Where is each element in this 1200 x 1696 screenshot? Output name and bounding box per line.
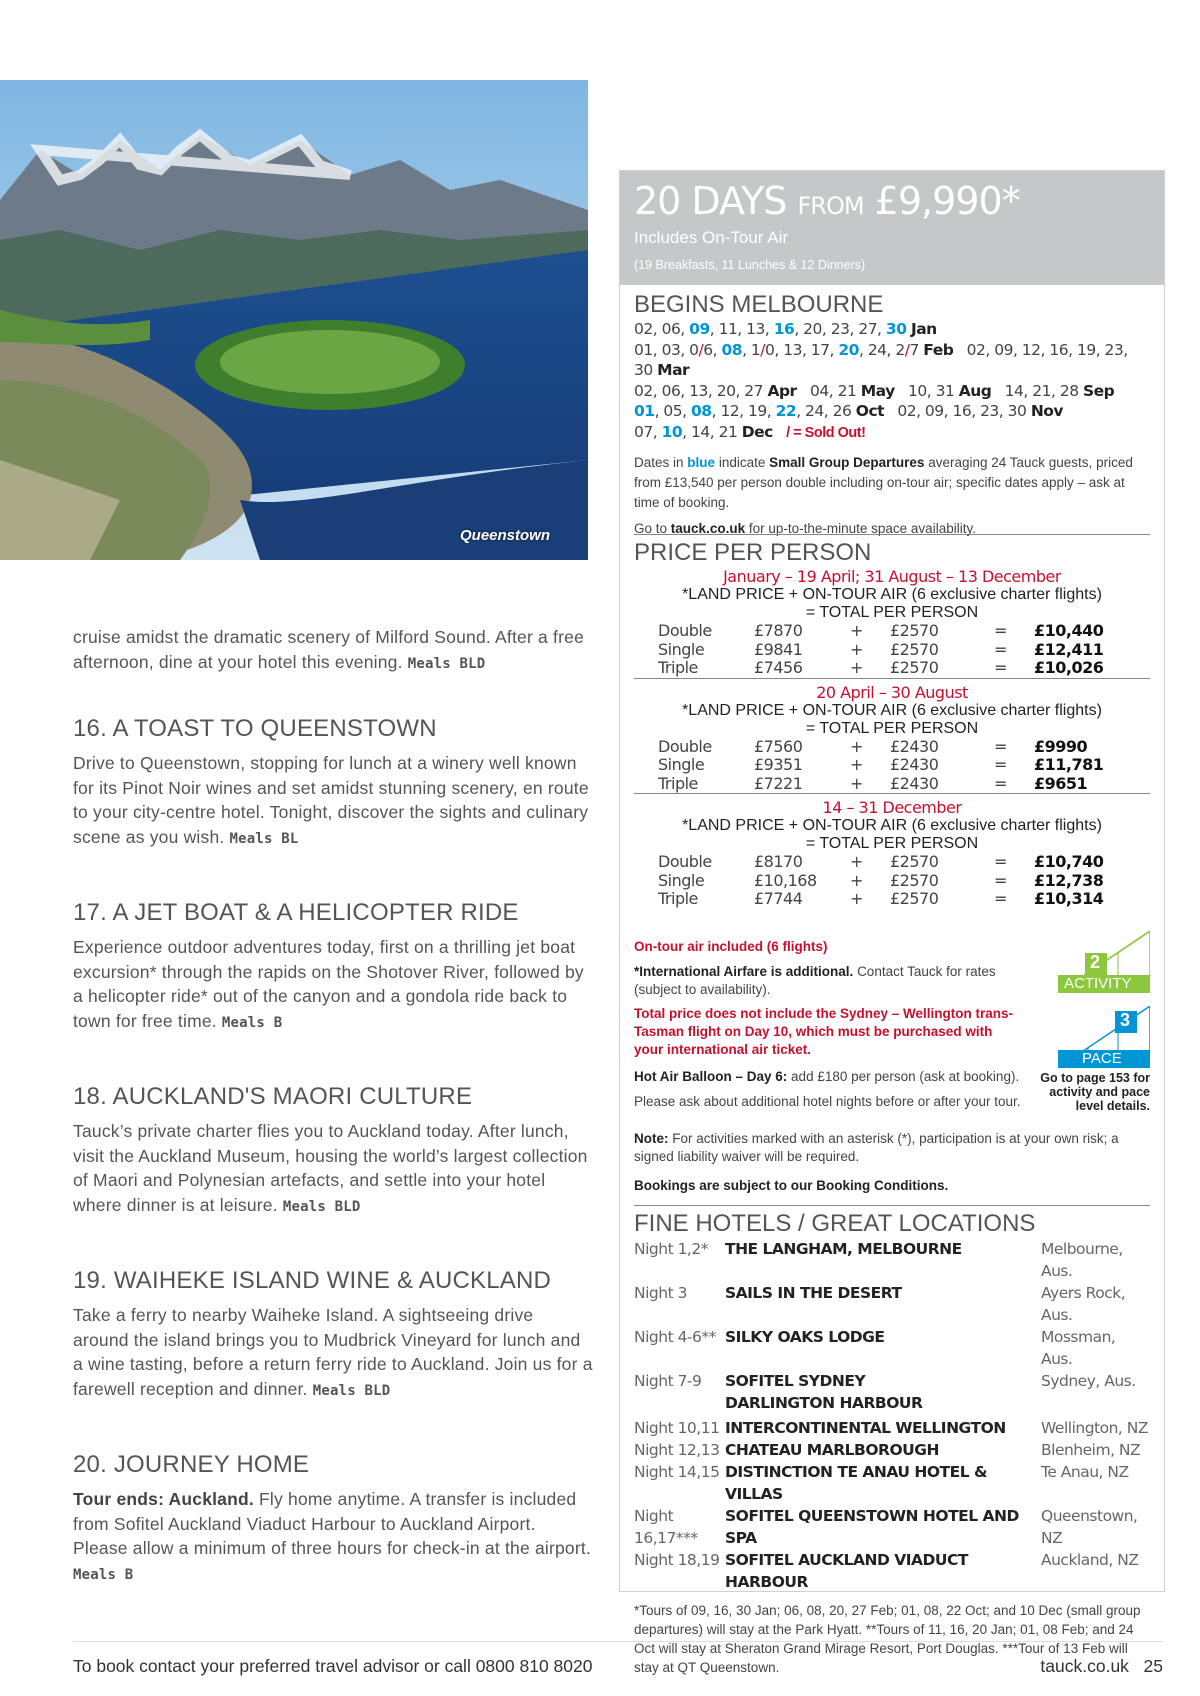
price-formula: *LAND PRICE + ON-TOUR AIR (6 exclusive charter flights) = TOTAL PER PERSON bbox=[682, 586, 1102, 621]
table-row: Single £9351 + £2430 = £11,781 bbox=[658, 755, 1104, 774]
departure-dates: 02, 06, 09, 11, 13, 16, 20, 23, 27, 30 Jan 01, 03, 0/6, 08, 1/0, 13, 17, 20, 24, 2/7 Feb 02, 09, 12, 16, 19, 23, 30 Mar 02, 06, 13, 20, 27 Apr 04, 21 May 10, 31 Aug 14, 21, 28 Sep 01, 05, 08, 12, 19, 22, 24, 26 Oct 02, 09, 16, 23, 30 Nov 07, 10, 14, 21 Dec / = Sold Out! bbox=[634, 320, 1128, 441]
price-notes bbox=[634, 937, 1024, 1112]
day-text: Fly home anytime. A transfer is included from Sofitel Auckland Viaduct Harbour to Auckland Airport. Please allow a minimum of three hours for check-in at the airport. bbox=[73, 1489, 592, 1558]
price-formula: *LAND PRICE + ON-TOUR AIR (6 exclusive charter flights) = TOTAL PER PERSON bbox=[682, 817, 1102, 852]
intro-text: cruise amidst the dramatic scenery of Milford Sound. After a free afternoon, dine at your hotel this evening. bbox=[73, 627, 584, 672]
intro-paragraph bbox=[73, 625, 593, 676]
hotels-table bbox=[634, 1238, 1150, 1593]
day-meals: Meals B bbox=[221, 1014, 283, 1031]
sold-out-legend: / = Sold Out! bbox=[786, 424, 866, 441]
day-title: 19. WAIHEKE ISLAND WINE & AUCKLAND bbox=[73, 1267, 552, 1294]
price-table bbox=[634, 853, 1150, 909]
intl-airfare-note: *International Airfare is additional. Contact Tauck for rates (subject to availability). bbox=[634, 964, 996, 997]
day-title: 16. A TOAST TO QUEENSTOWN bbox=[73, 715, 437, 742]
page-footer bbox=[73, 1641, 1163, 1677]
day-meals: Meals BLD bbox=[282, 1198, 361, 1215]
day-meals: Meals BL bbox=[229, 830, 299, 847]
photo-caption: Queenstown bbox=[460, 527, 551, 544]
extra-nights-note: Please ask about additional hotel nights before or after your tour. bbox=[634, 1094, 1021, 1109]
activity-level: 2 bbox=[1090, 952, 1101, 972]
site-link[interactable]: tauck.co.uk bbox=[670, 521, 746, 536]
booking-contact: To book contact your preferred travel advisor or call 0800 810 8020 bbox=[73, 1656, 593, 1676]
page-number: 25 bbox=[1143, 1656, 1163, 1676]
begins-title: BEGINS MELBOURNE bbox=[634, 291, 884, 318]
day-meals: Meals B bbox=[73, 1566, 134, 1583]
day-text: Take a ferry to nearby Waiheke Island. A sightseeing drive around the island brings you to Mudbrick Vineyard for lunch and a wine tasting, before a return ferry ride to Auckland. Join us for a farewell reception and dinner. bbox=[73, 1305, 593, 1399]
price-table bbox=[634, 622, 1150, 679]
activity-label: ACTIVITY bbox=[1064, 975, 1132, 992]
table-row: Night 3 SAILS IN THE DESERT Ayers Rock, Aus. bbox=[634, 1284, 1126, 1324]
price-amount: £9,990* bbox=[874, 179, 1020, 223]
pace-level: 3 bbox=[1120, 1010, 1131, 1030]
period-label: January – 19 April; 31 August – 13 December bbox=[723, 567, 1061, 586]
period-label: 14 – 31 December bbox=[822, 798, 962, 817]
day-lead: Tour ends: Auckland. bbox=[73, 1489, 254, 1509]
table-row: Single £10,168 + £2570 = £12,738 bbox=[658, 870, 1104, 890]
price-title: PRICE PER PERSON bbox=[634, 539, 872, 566]
hotels-title: FINE HOTELS / GREAT LOCATIONS bbox=[634, 1210, 1036, 1237]
table-row: Night 14,15 DISTINCTION TE ANAU HOTEL & VILLAS Te Anau, NZ bbox=[634, 1463, 1129, 1503]
booking-conditions: Bookings are subject to our Booking Conditions. bbox=[634, 1178, 949, 1193]
table-row: Night 1,2* THE LANGHAM, MELBOURNE Melbourne, Aus. bbox=[634, 1240, 1123, 1280]
pace-label: PACE bbox=[1082, 1050, 1122, 1067]
period-label: 20 April – 30 August bbox=[816, 682, 968, 702]
table-row: Night 4-6** SILKY OAKS LODGE Mossman, Aus. bbox=[634, 1328, 1116, 1368]
activity-badge bbox=[1058, 931, 1150, 993]
queenstown-photo bbox=[0, 80, 588, 560]
day-17 bbox=[73, 899, 593, 1035]
meals-count: (19 Breakfasts, 11 Lunches & 12 Dinners) bbox=[634, 258, 866, 272]
intro-meals: Meals BLD bbox=[407, 655, 486, 672]
table-row: Night 7-9 SOFITEL SYDNEY DARLINGTON HARBOUR Sydney, Aus. bbox=[634, 1372, 1136, 1412]
table-row: Night 16,17*** SOFITEL QUEENSTOWN HOTEL AND SPA Queenstown, NZ bbox=[634, 1507, 1138, 1547]
table-row: Night 12,13 CHATEAU MARLBOROUGH Blenheim, NZ bbox=[634, 1441, 1141, 1459]
price-section bbox=[634, 534, 1150, 909]
day-18 bbox=[73, 1083, 593, 1219]
hotels-section bbox=[634, 1205, 1150, 1677]
footer-right bbox=[1040, 1656, 1163, 1677]
tour-info-box bbox=[619, 170, 1165, 1675]
small-group-note: Dates in blue indicate Small Group Departures averaging 24 Tauck guests, priced from £13,540 per person double including on-tour air; specific dates apply – ask at time of booking. bbox=[634, 455, 1133, 510]
price-table bbox=[634, 738, 1150, 795]
day-text: Drive to Queenstown, stopping for lunch at a winery well known for its Pinot Noir wines and set amidst stunning scenery, en route to your city-centre hotel. Tonight, discover the sights and culinary scene as you wish. bbox=[73, 753, 589, 847]
day-19 bbox=[73, 1267, 593, 1403]
price-days: 20 DAYS bbox=[634, 179, 787, 223]
table-row: Triple £7744 + £2570 = £10,314 bbox=[658, 889, 1104, 908]
day-title: 18. AUCKLAND'S MAORI CULTURE bbox=[73, 1083, 473, 1110]
day-text: Experience outdoor adventures today, first on a thrilling jet boat excursion* through the rapids on the Shotover River, followed by a helicopter ride* out of the canyon and a gondola ride back to town for free time. bbox=[73, 937, 584, 1031]
day-meals: Meals BLD bbox=[312, 1382, 391, 1399]
price-headline bbox=[634, 181, 1150, 226]
footer-site[interactable]: tauck.co.uk bbox=[1040, 1656, 1129, 1676]
table-row: Double £8170 + £2570 = £10,740 bbox=[658, 852, 1104, 871]
pace-badge bbox=[1058, 1006, 1150, 1068]
departures-section bbox=[634, 291, 1150, 539]
day-text: Tauck’s private charter flies you to Auckland today. After lunch, visit the Auckland Museum, housing the world’s largest collection of Maori and Polynesian artefacts, and settle into your hotel where dinner is at leisure. bbox=[73, 1121, 588, 1215]
table-row: Triple £7456 + £2570 = £10,026 bbox=[634, 659, 1150, 678]
table-row: Double £7870 + £2570 = £10,440 bbox=[658, 621, 1104, 640]
table-row: Night 18,19 SOFITEL AUCKLAND VIADUCT HARBOUR Auckland, NZ bbox=[634, 1551, 1139, 1591]
waiver-note: Note: For activities marked with an asterisk (*), participation is at your own risk; a signed liability waiver will be required. Bookings are subject to our Booking Conditions. bbox=[634, 1130, 1150, 1196]
day-16 bbox=[73, 715, 593, 851]
includes-air: Includes On-Tour Air bbox=[634, 228, 789, 247]
day-title: 20. JOURNEY HOME bbox=[73, 1451, 310, 1478]
price-header bbox=[620, 171, 1164, 285]
availability-note: Go to tauck.co.uk for up-to-the-minute space availability. bbox=[634, 521, 976, 536]
day-20 bbox=[73, 1451, 593, 1587]
day-title: 17. A JET BOAT & A HELICOPTER RIDE bbox=[73, 899, 519, 926]
table-row: Night 10,11 INTERCONTINENTAL WELLINGTON Wellington, NZ bbox=[634, 1419, 1148, 1437]
air-included: On-tour air included (6 flights) bbox=[634, 939, 828, 954]
table-row: Double £7560 + £2430 = £9990 bbox=[658, 736, 1088, 756]
badge-note: Go to page 153 for activity and pace level details. bbox=[1040, 1071, 1150, 1113]
table-row: Triple £7221 + £2430 = £9651 bbox=[634, 775, 1150, 794]
price-formula: *LAND PRICE + ON-TOUR AIR (6 exclusive charter flights) = TOTAL PER PERSON bbox=[682, 701, 1102, 737]
table-row: Single £9841 + £2570 = £12,411 bbox=[658, 639, 1104, 659]
total-price-warning: Total price does not include the Sydney – Wellington trans-Tasman flight on Day 10, which must be purchased with your international air ticket. bbox=[634, 1006, 1014, 1057]
hotel-footnote: *Tours of 09, 16, 30 Jan; 06, 08, 20, 27 Feb; 01, 08, 22 Oct; and 10 Dec (small group departures) will stay at the Park Hyatt. **Tours of 11, 16, 20 Jan; 01, 08 Feb; and 24 Oct will stay at Sheraton Grand Mirage Resort, Port Douglas. ***Tour of 13 Feb will stay at QT Queenstown. bbox=[634, 1603, 1141, 1675]
price-from: FROM bbox=[797, 192, 864, 220]
balloon-note: Hot Air Balloon – Day 6: add £180 per person (ask at booking). bbox=[634, 1069, 1020, 1084]
